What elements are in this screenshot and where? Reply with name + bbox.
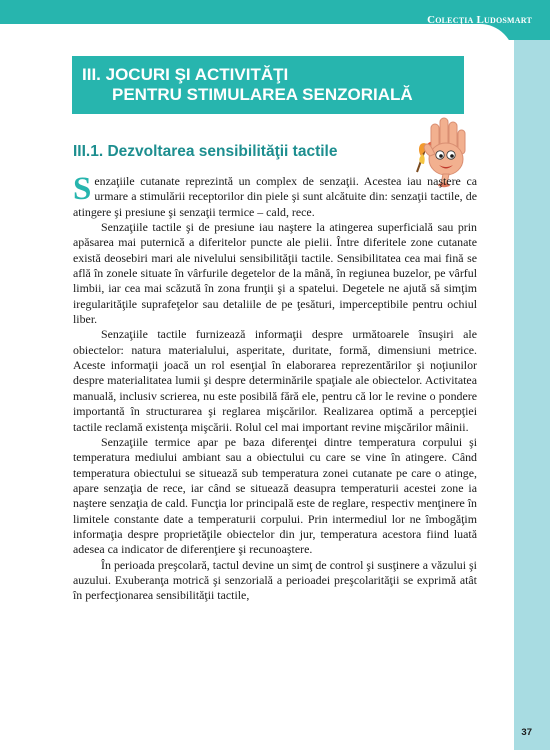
collection-name: Colecţia Ludosmart: [427, 14, 532, 26]
paragraph: Senzaţiile tactile şi de presiune iau naştere la atingerea superficială sau prin apăsarea mai puternică a diferitelor puncte ale pielii. Între diferitele zone cutanate există deosebiri mari ale nivelului sensibilităţii tactile. Sensibilitatea cea mai fină se află în zonele situate în vârfurile degetelor de la mână, în regiunea buzelor, pe vârful limbii, iar cea mai scăzută în zona frunţii şi a spatelui. Degetele ne ajută să simţim iregularităţile suprafeţelor sau detaliile de pe ţesături, imperceptibile pentru ochiul liber.: [73, 220, 477, 327]
page-number: 37: [521, 727, 532, 738]
chapter-title-banner: [72, 56, 464, 114]
paragraph: În perioada preşcolară, tactul devine un simţ de control şi susţinere a văzului şi auzului. Exuberanţa motrică şi senzorială a perioadei preşcolarităţii se exprimă atât în perfecţionarea sensibilităţii tactile,: [73, 557, 477, 603]
chapter-title-line-1: III. JOCURI ŞI ACTIVITĂŢI: [82, 65, 289, 84]
body-text: [73, 171, 477, 604]
side-band: [514, 40, 550, 750]
chapter-title-line-2: PENTRU STIMULAREA SENZORIALĂ: [112, 85, 413, 104]
paragraph-text: enzaţiile cutanate reprezintă un complex de senzaţii. Acestea iau naştere ca urmare a stimulării receptorilor din piele şi sunt alcătuite din: senzaţii tactile, de atingere şi presiune şi senzaţii termice – cald, rece.: [73, 174, 477, 219]
paragraph: [73, 171, 477, 220]
section-title: III.1. Dezvoltarea sensibilităţii tactile: [73, 143, 338, 160]
paragraph: Senzaţiile tactile furnizează informaţii despre următoarele însuşiri ale obiectelor: natura materialului, asperitate, duritate, formă, dimensiuni metrice. Aceste informaţii joacă un rol esenţial în elaborarea reprezentărilor şi noţiunilor despre materialitatea lumii şi despre determinările spaţiale ale obiectelor. Activitatea manuală, inclusiv scrierea, nu este posibilă fără ele, pentru că lor le revine o pondere importantă în structurarea şi reglarea mişcărilor. Realizarea optimă a percepţiei tactile reclamă existenţa mişcării. Rolul cel mai important revine mişcărilor mâinii.: [73, 327, 477, 434]
paragraph: Senzaţiile termice apar pe baza diferenţei dintre temperatura corpului şi temperatura mediului ambiant sau a obiectului cu care se vine în atingere. Când temperatura obiectului se situează sub temperatura zonei cutanate pe care o atinge, apare senzaţia de rece, iar când se situează deasupra temperaturii acestei zone ia naştere senzaţia de cald. Funcţia lor principală este de reglare, respectiv menţinere în limitele constante date a temperaturii corpului. Prin intermediul lor ne îmbogăţim informaţia despre proprietăţile obiectelor din jur, temperatura acestora fiind luată adesea ca indicator de diferenţiere şi recunoaştere.: [73, 434, 477, 557]
drop-cap: S: [73, 171, 92, 207]
